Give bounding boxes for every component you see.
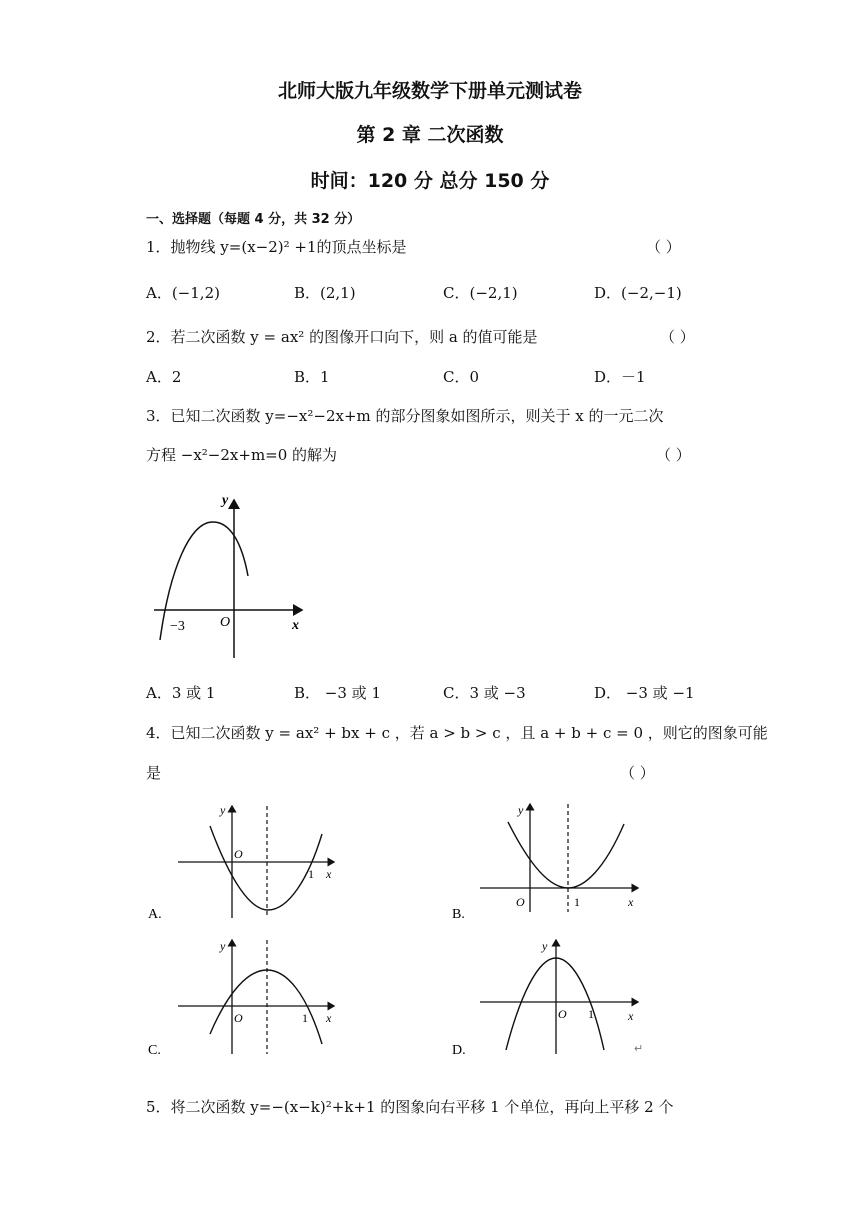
x-axis-label: x — [292, 618, 299, 633]
page-title: 北师大版九年级数学下册单元测试卷 — [277, 80, 582, 102]
one-label: 1 — [574, 895, 580, 909]
question-2-stem: 2．若二次函数 y = ax² 的图像开口向下，则 a 的值可能是 — [146, 328, 538, 346]
graph-letter: D. — [452, 1043, 466, 1058]
y-axis-label: y — [518, 803, 524, 817]
parabola-curve — [506, 958, 604, 1050]
question-1-option-d: D．(−2,−1) — [594, 284, 682, 302]
origin-label: O — [516, 895, 525, 909]
y-axis-label: y — [220, 939, 226, 953]
graph-letter: B. — [452, 907, 465, 922]
one-label: 1 — [588, 1007, 594, 1021]
question-3-graph — [150, 488, 310, 660]
question-1-option-c: C．(−2,1) — [443, 284, 518, 302]
one-label: 1 — [308, 867, 314, 881]
y-axis-label: y — [220, 803, 226, 817]
question-1-option-a: A．(−1,2) — [146, 284, 220, 302]
parabola-curve — [210, 826, 322, 910]
one-label: 1 — [302, 1011, 308, 1025]
question-2-option-b: B．1 — [294, 368, 330, 386]
chapter-title: 第 2 章 二次函数 — [356, 124, 504, 146]
question-1-option-b: B．(2,1) — [294, 284, 356, 302]
graph-letter: A. — [148, 907, 162, 922]
y-axis-label: y — [222, 493, 229, 508]
x-axis-label: x — [628, 895, 634, 909]
x-axis-label: x — [326, 867, 332, 881]
question-4-answer-paren: （ ） — [620, 764, 655, 782]
question-3-stem: 3．已知二次函数 y=−x²−2x+m 的部分图象如图所示，则关于 x 的一元二次 — [146, 407, 664, 425]
question-4-graph-b — [444, 800, 644, 924]
origin-label: O — [234, 1011, 243, 1025]
question-3-option-a: A．3 或 1 — [146, 684, 216, 702]
question-2-answer-paren: （ ） — [660, 328, 695, 346]
section-heading: 一、选择题（每题 4 分，共 32 分） — [146, 212, 361, 227]
question-3-option-d: D． −3 或 −1 — [594, 684, 695, 702]
question-4-stem: 4．已知二次函数 y = ax² + bx + c ，若 a > b > c ，且 a + b + c = 0 ，则它的图象可能 — [146, 724, 768, 742]
question-3-answer-paren: （ ） — [656, 446, 691, 464]
return-mark-icon: ↵ — [634, 1043, 644, 1055]
y-axis-label: y — [542, 939, 548, 953]
graph-letter: C. — [148, 1043, 161, 1058]
question-3-stem-line2: 方程 −x²−2x+m=0 的解为 — [146, 446, 338, 464]
question-4-graph-a — [140, 800, 340, 924]
question-4-stem-line2: 是 — [146, 764, 162, 782]
parabola-curve — [210, 970, 322, 1044]
question-2-option-c: C．0 — [443, 368, 480, 386]
root-label: −3 — [170, 619, 185, 634]
question-1-answer-paren: （ ） — [646, 238, 681, 256]
exam-meta: 时间：120 分 总分 150 分 — [310, 170, 550, 192]
x-axis-label: x — [326, 1011, 332, 1025]
parabola-curve — [508, 822, 624, 888]
question-1-stem: 1．抛物线 y=(x−2)² +1的顶点坐标是 — [146, 238, 407, 256]
question-5-stem: 5．将二次函数 y=−(x−k)²+k+1 的图象向右平移 1 个单位，再向上平移 2 个 — [146, 1098, 674, 1116]
origin-label: O — [558, 1007, 567, 1021]
origin-label: O — [234, 847, 243, 861]
x-axis-label: x — [628, 1009, 634, 1023]
question-4-graph-d — [444, 936, 654, 1060]
question-2-option-a: A．2 — [146, 368, 182, 386]
question-2-option-d: D．－1 — [594, 368, 646, 386]
question-3-option-c: C．3 或 −3 — [443, 684, 526, 702]
question-3-option-b: B． −3 或 1 — [294, 684, 381, 702]
question-4-graph-c — [140, 936, 340, 1060]
origin-label: O — [220, 615, 231, 630]
